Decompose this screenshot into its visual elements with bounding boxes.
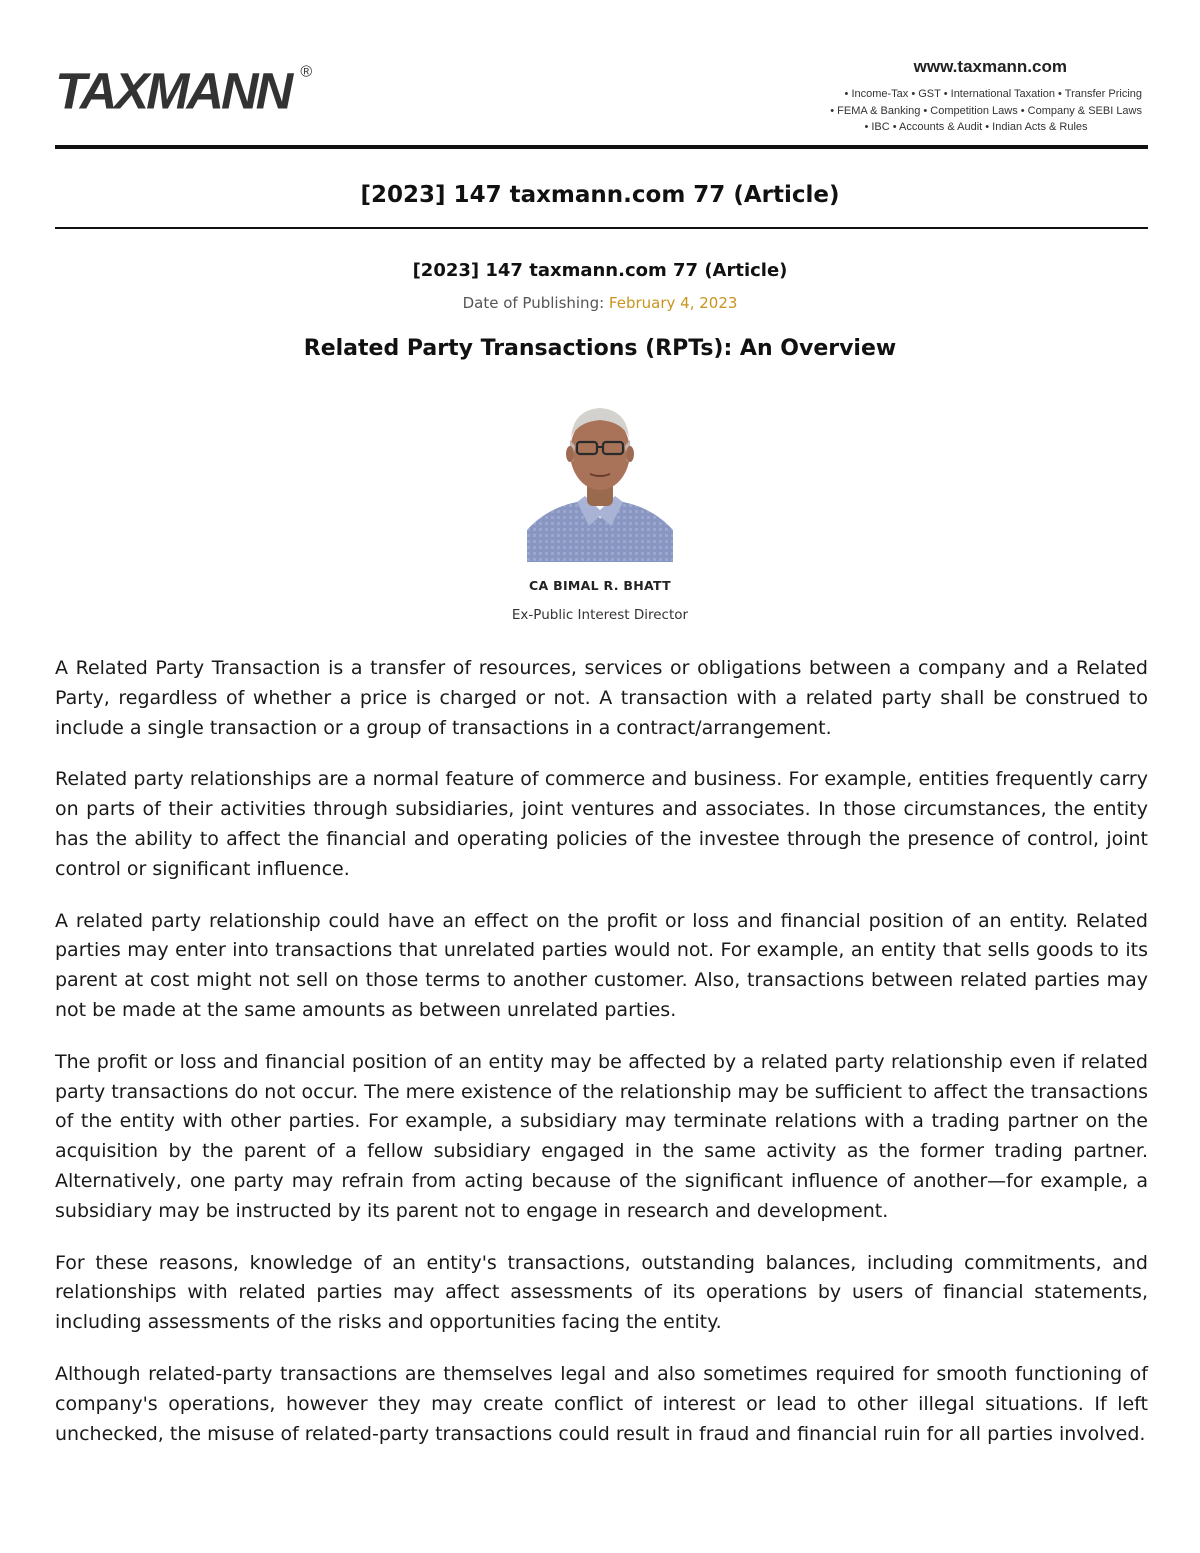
body-paragraph: For these reasons, knowledge of an entity's transactions, outstanding balances, including commitments, and relationships with related parties may affect assessments of its operations by users of financial statements, including assessments of the risks and opportunities facing the entity. <box>55 1251 1148 1334</box>
author-photo <box>527 390 673 562</box>
article-citation: [2023] 147 taxmann.com 77 (Article) <box>412 260 788 281</box>
citation-divider <box>55 227 1148 229</box>
author-portrait-image <box>527 390 673 562</box>
body-paragraph: The profit or loss and financial position of an entity may be affected by a related party relationship even if related party transactions do not occur. The mere existence of the relationship may be sufficient to affect the transactions of the entity with other parties. For example, a subsidiary may terminate relations with a trading partner on the acquisition by the parent of a fellow subsidiary engaged in the same activity as the former trading partner. Alternatively, one party may refrain from acting because of the significant influence of another—for example, a subsidiary may be instructed by its parent not to engage in research and development. <box>55 1050 1148 1222</box>
taxmann-logo[interactable] <box>55 63 313 121</box>
body-paragraph: A related party relationship could have an effect on the profit or loss and financial position of an entity. Related parties may enter into transactions that unrelated parties would not. For example, an entity that sells goods to its parent at cost might not sell on those terms to another customer. Also, transactions between related parties may not be made at the same amounts as between unrelated parties. <box>55 909 1148 1021</box>
author-name: CA BIMAL R. BHATT <box>529 578 671 593</box>
publish-date-label: Date of Publishing: <box>462 294 605 312</box>
article-title: Related Party Transactions (RPTs): An Overview <box>303 336 897 361</box>
body-paragraph: Related party relationships are a normal feature of commerce and business. For example, entities frequently carry on parts of their activities through subsidiaries, joint ventures and associates. In those circumstances, the entity has the ability to affect the financial and operating policies of the investee through the presence of control, joint control or significant influence. <box>55 768 1148 880</box>
category-list <box>782 86 1142 136</box>
logo-text: TAXMANN <box>55 63 291 121</box>
article-body <box>55 654 1148 1471</box>
body-paragraph: Although related-party transactions are themselves legal and also sometimes required for smooth functioning of company's operations, however they may create conflict of interest or lead to other illegal situations. If left unchecked, the misuse of related-party transactions could result in fraud and financial ruin for all parties involved. <box>55 1362 1148 1445</box>
publish-date-value: February 4, 2023 <box>608 294 738 312</box>
registered-mark: ® <box>300 63 313 81</box>
publish-date <box>0 294 1200 312</box>
author-role: Ex-Public Interest Director <box>511 607 689 623</box>
category-line: • Income-Tax • GST • International Taxation • Transfer Pricing <box>844 88 1142 100</box>
category-line: • IBC • Accounts & Audit • Indian Acts & Rules <box>864 121 1088 133</box>
page-citation: [2023] 147 taxmann.com 77 (Article) <box>360 182 840 208</box>
site-url[interactable]: www.taxmann.com <box>913 57 1067 76</box>
category-line: • FEMA & Banking • Competition Laws • Company & SEBI Laws <box>830 104 1142 117</box>
body-paragraph: A Related Party Transaction is a transfer of resources, services or obligations between a company and a Related Party, regardless of whether a price is charged or not. A transaction with a related party shall be construed to include a single transaction or a group of transactions in a contract/arrangement. <box>55 657 1148 739</box>
header-divider <box>55 145 1148 149</box>
